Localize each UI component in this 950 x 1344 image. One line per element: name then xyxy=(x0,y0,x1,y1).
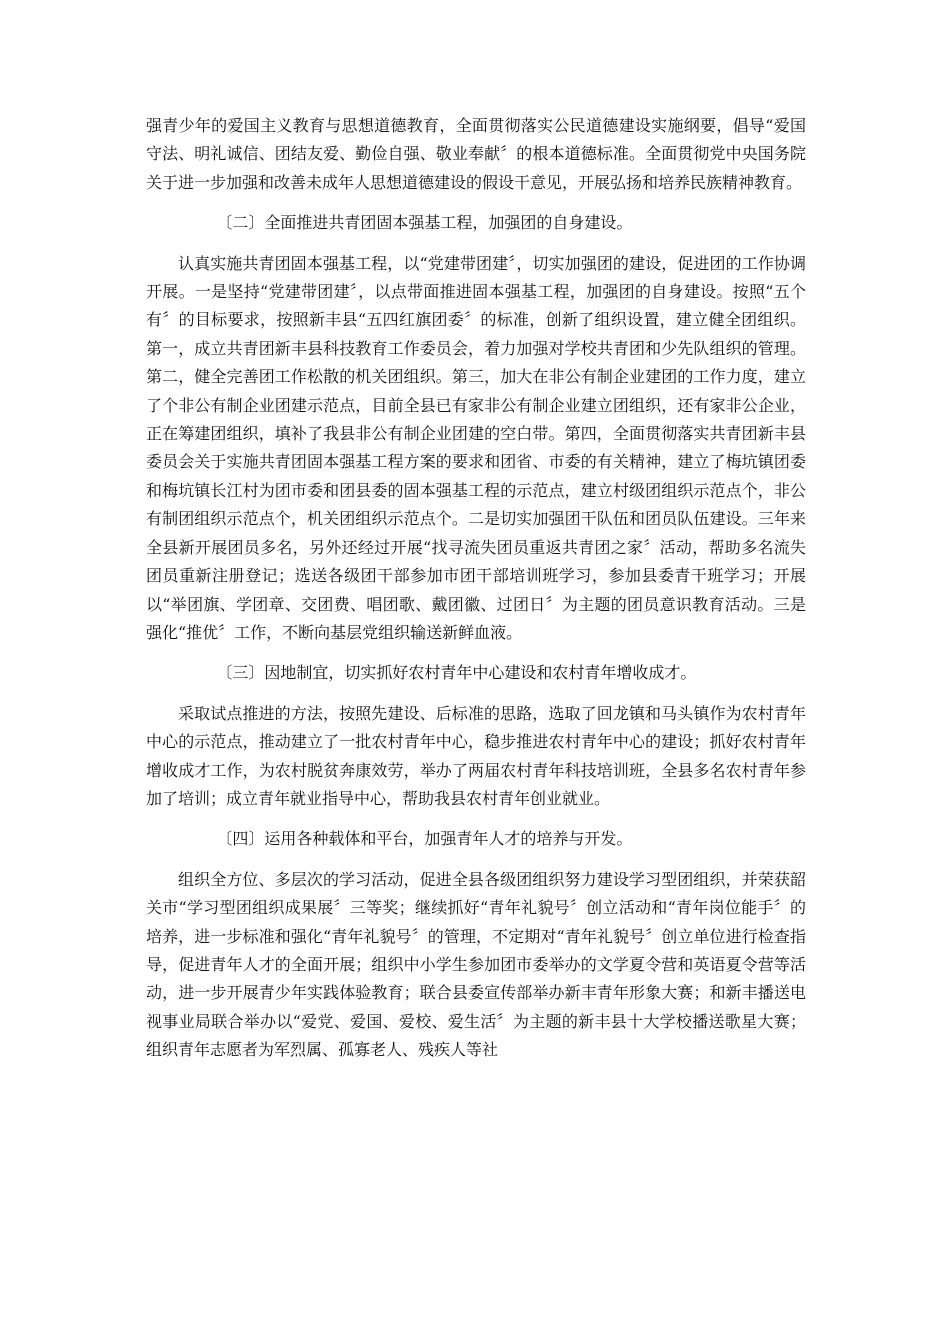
document-body xyxy=(146,112,806,1077)
paragraph-rural-youth: 采取试点推进的方法，按照先建设、后标准的思路，选取了回龙镇和马头镇作为农村青年中心的示范点，推动建立了一批农村青年中心，稳步推进农村青年中心的建设；抓好农村青年增收成才工作，为农村脱贫奔康效劳，举办了两届农村青年科技培训班，全县多名农村青年参加了培训；成立青年就业指导中心，帮助我县农村青年创业就业。 xyxy=(146,703,806,808)
section-heading-3: 〔三〕因地制宜，切实抓好农村青年中心建设和农村青年增收成才。 xyxy=(216,663,697,683)
paragraph-party-building: 认真实施共青团固本强基工程，以“党建带团建〞，切实加强团的建设，促进团的工作协调开展。一是坚持“党建带团建〞，以点带面推进固本强基工程，加强团的自身建设。按照“五个有〞的目标要求，按照新丰县“五四红旗团委〞的标准，创新了组织设置，建立健全团组织。第一，成立共青团新丰县科技教育工作委员会，着力加强对学校共青团和少先队组织的管理。第二，健全完善团工作松散的机关团组织。第三，加大在非公有制企业建团的工作力度，建立了个非公有制企业团建示范点，目前全县已有家非公有制企业建立团组织，还有家非公企业，正在筹建团组织，填补了我县非公有制企业团建的空白带。第四，全面贯彻落实共青团新丰县委员会关于实施共青团固本强基工程方案的要求和团省、市委的有关精神，建立了梅坑镇团委和梅坑镇长江村为团市委和团县委的固本强基工程的示范点，建立村级团组织示范点个，非公有制团组织示范点个，机关团组织示范点个。二是切实加强团干队伍和团员队伍建设。三年来全县新开展团员多名，另外还经过开展“找寻流失团员重返共青团之家〞活动，帮助多名流失团员重新注册登记；选送各级团干部参加市团干部培训班学习，参加县委青干班学习；开展以“举团旗、学团章、交团费、唱团歌、戴团徽、过团日〞为主题的团员意识教育活动。三是强化“推优〞工作，不断向基层党组织输送新鲜血液。 xyxy=(146,253,806,642)
section-heading-2: 〔二〕全面推进共青团固本强基工程，加强团的自身建设。 xyxy=(216,213,633,233)
paragraph-moral-education: 强青少年的爱国主义教育与思想道德教育，全面贯彻落实公民道德建设实施纲要，倡导“爱国守法、明礼诚信、团结友爱、勤俭自强、敬业奉献〞的根本道德标准。全面贯彻党中央国务院关于进一步加强和改善未成年人思想道德建设的假设干意见，开展弘扬和培养民族精神教育。 xyxy=(146,116,806,192)
section-heading-4: 〔四〕运用各种载体和平台，加强青年人才的培养与开发。 xyxy=(216,829,633,849)
paragraph-talent-development: 组织全方位、多层次的学习活动，促进全县各级团组织努力建设学习型团组织，并荣获韶关市“学习型团组织成果展〞三等奖；继续抓好“青年礼貌号〞创立活动和“青年岗位能手〞的培养，进一步标准和强化“青年礼貌号〞的管理，不定期对“青年礼貌号〞创立单位进行检查指导，促进青年人才的全面开展；组织中小学生参加团市委举办的文学夏令营和英语夏令营等活动，进一步开展青少年实践体验教育；联合县委宣传部举办新丰青年形象大赛；和新丰播送电视事业局联合举办以“爱党、爱国、爱校、爱生活〞为主题的新丰县十大学校播送歌星大赛；组织青年志愿者为军烈属、孤寡老人、残疾人等社 xyxy=(146,869,806,1060)
